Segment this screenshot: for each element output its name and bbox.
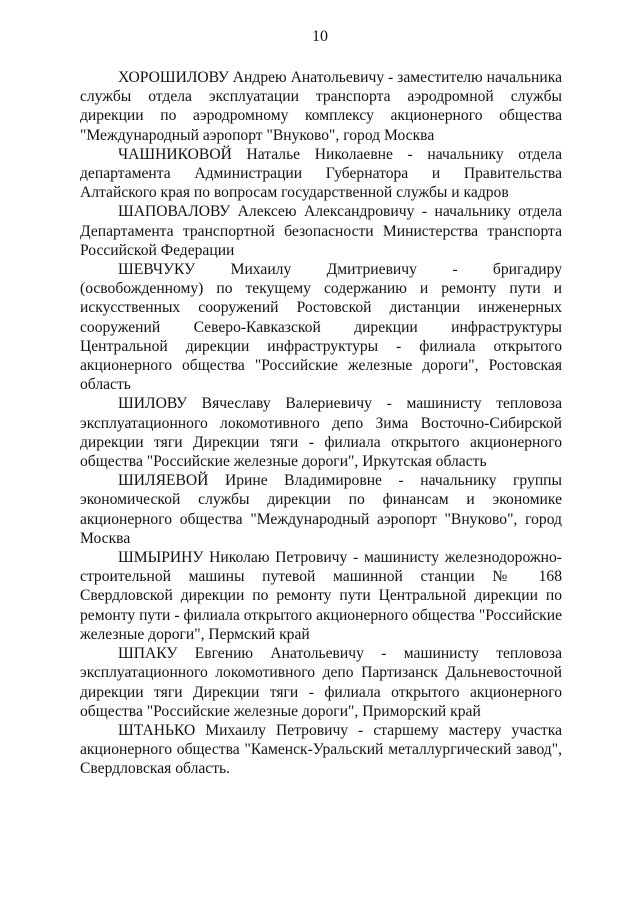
award-entry-chashnikova: ЧАШНИКОВОЙ Наталье Николаевне - начальнику отдела департамента Администрации Губернатора и Правительства Алтайского края по вопросам государственной службы и кадров	[80, 145, 562, 202]
award-list	[80, 68, 562, 779]
page-number: 10	[312, 28, 328, 45]
award-entry-shpak: ШПАКУ Евгению Анатольевичу - машинисту тепловоза эксплуатационного локомотивного депо Партизанск Дальневосточной дирекции тяги Дирекции тяги - филиала открытого акционерного общества "Российские железные дороги", Приморский край	[80, 645, 562, 720]
award-entry-shevchuk: ШЕВЧУКУ Михаилу Дмитриевичу - бригадиру (освобожденному) по текущему содержанию и ремонту пути и искусственных сооружений Ростовской дистанции инженерных сооружений Северо-Кавказской дирекции инфраструктуры Центральной дирекции инфраструктуры - филиала открытого акционерного общества "Российские железные дороги", Ростовская область	[80, 261, 562, 394]
award-entry-shapovalov: ШАПОВАЛОВУ Алексею Александровичу - начальнику отдела Департамента транспортной безопасности Министерства транспорта Российской Федерации	[80, 203, 562, 259]
award-entry-shilyaeva: ШИЛЯЕВОЙ Ирине Владимировне - начальнику группы экономической службы дирекции по финансам и экономике акционерного общества "Международный аэропорт "Внуково", город Москва	[80, 472, 562, 547]
award-entry-shilov: ШИЛОВУ Вячеславу Валериевичу - машинисту тепловоза эксплуатационного локомотивного депо Зима Восточно-Сибирской дирекции тяги Дирекции тяги - филиала открытого акционерного общества "Российские железные дороги", Иркутская область	[80, 395, 562, 471]
award-entry-shmyrin: ШМЫРИНУ Николаю Петровичу - машинисту железнодорожно-строительной машины путевой машинной станции № 168 Свердловской дирекции по ремонту пути Центральной дирекции по ремонту пути - филиала открытого акционерного общества "Российские железные дороги", Пермский край	[80, 549, 562, 643]
award-entry-khoroshilov: ХОРОШИЛОВУ Андрею Анатольевичу - заместителю начальника службы отдела эксплуатации транспорта аэродромной службы дирекции по аэродромному комплексу акционерного общества "Международный аэропорт "Внуково", город Москва	[80, 69, 562, 144]
award-entry-shtanko: ШТАНЬКО Михаилу Петровичу - старшему мастеру участка акционерного общества "Каменск-Уральский металлургический завод", Свердловская область.	[80, 721, 562, 778]
